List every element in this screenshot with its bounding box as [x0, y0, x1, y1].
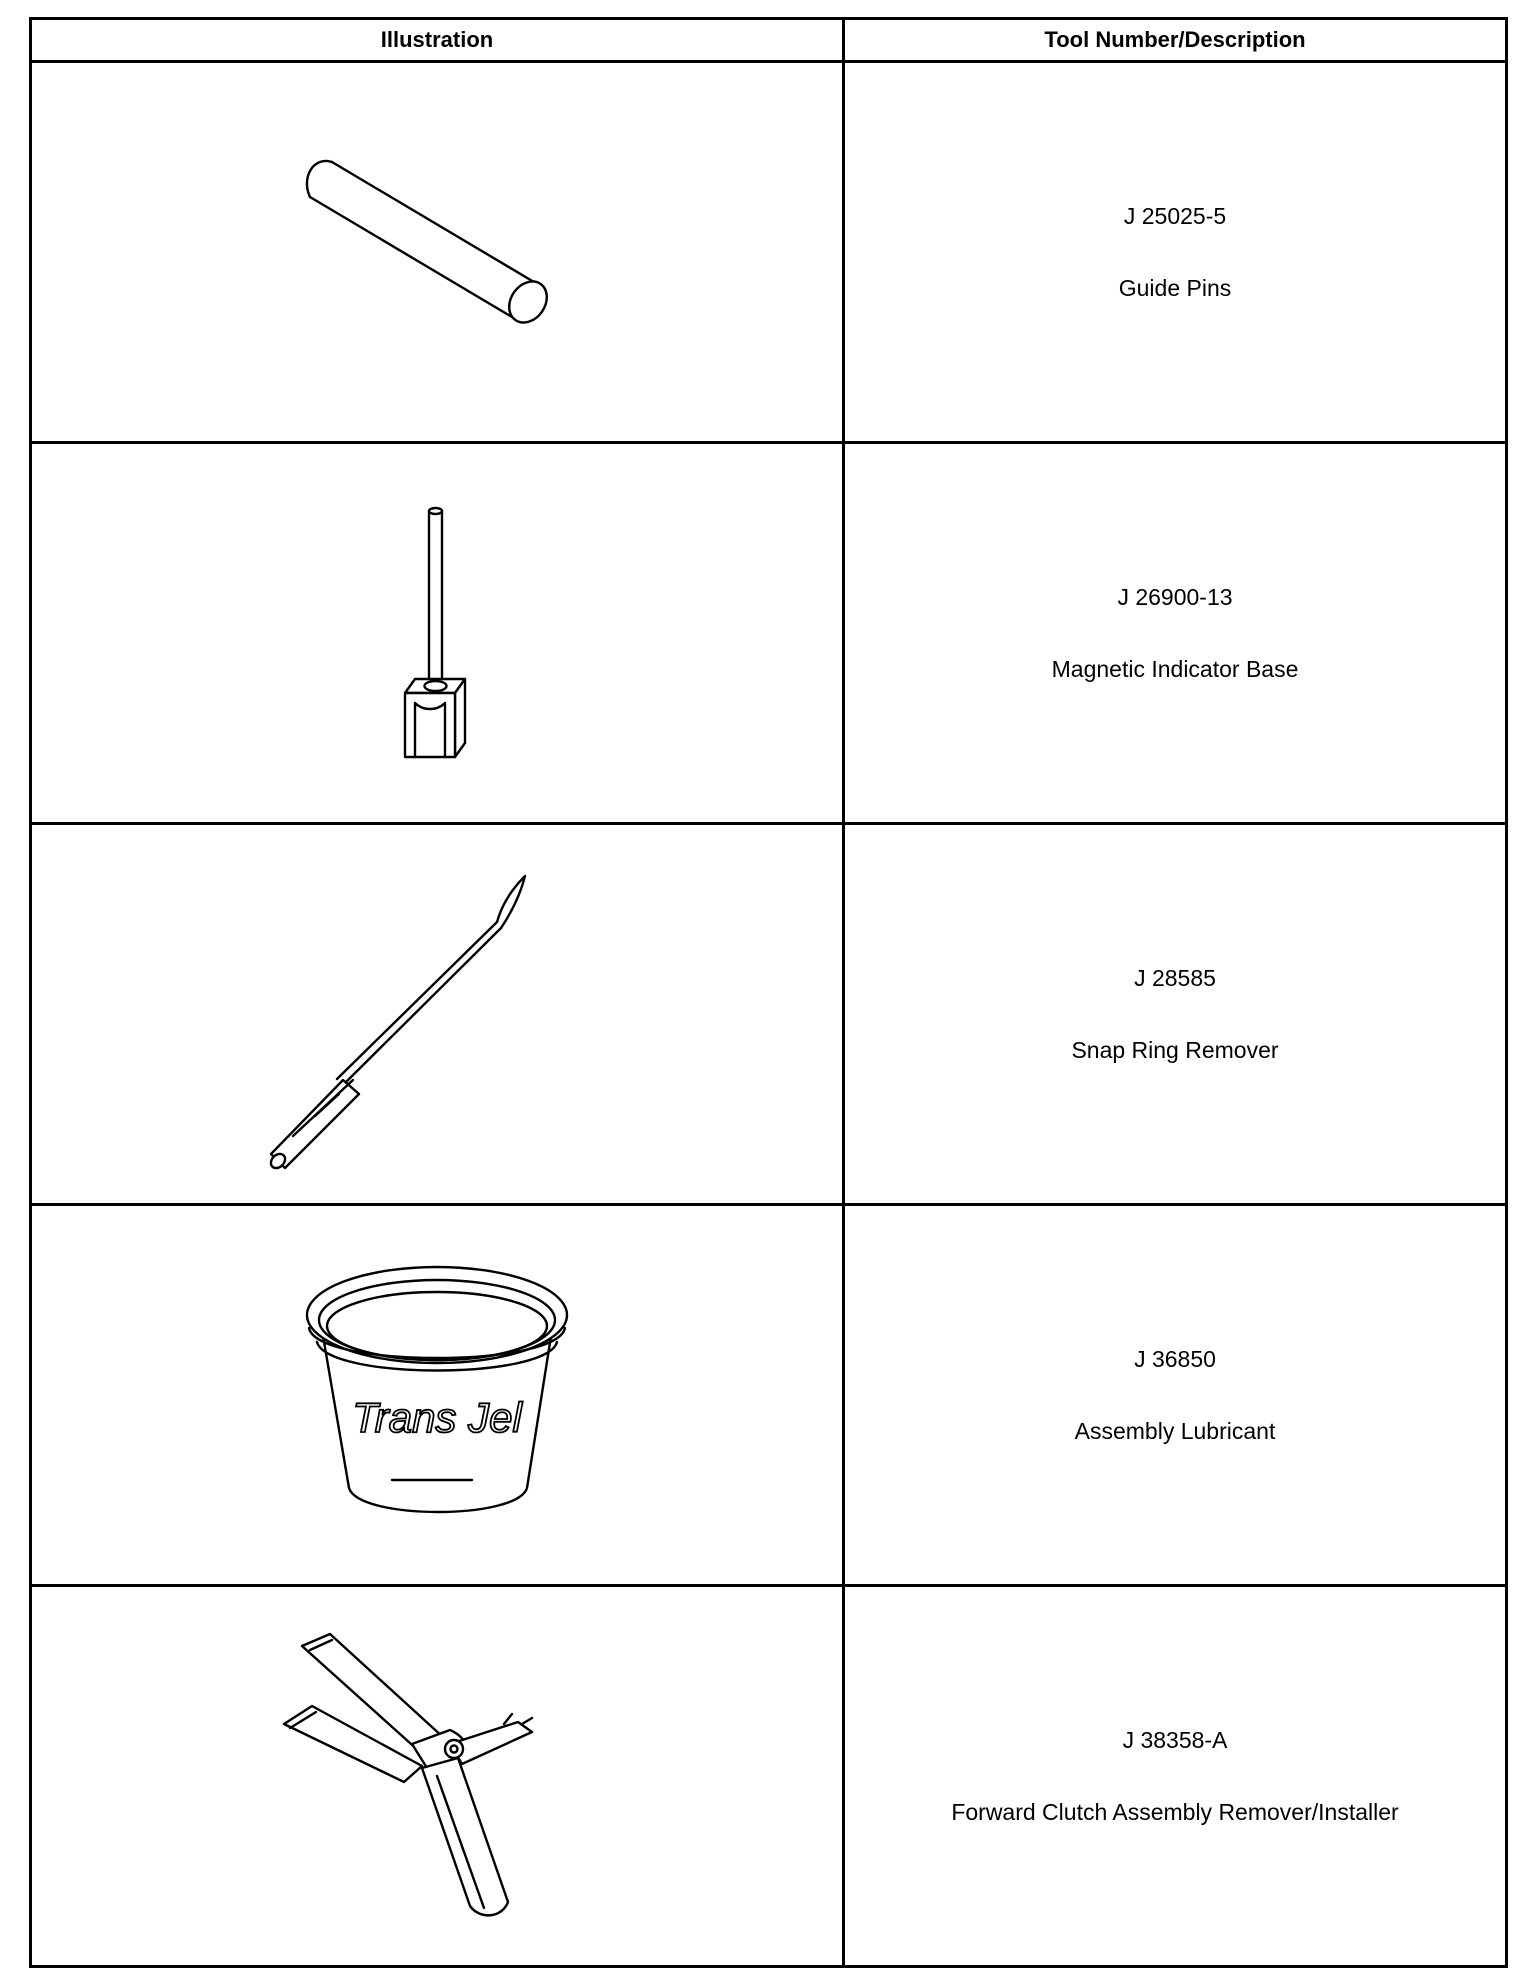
tool-cell [844, 443, 1507, 824]
table-row [31, 443, 1507, 824]
table-row [31, 62, 1507, 443]
tool-number: J 28585 [1134, 964, 1216, 991]
illustration-cell [31, 1586, 844, 1967]
tool-cell [844, 824, 1507, 1205]
tool-description: Snap Ring Remover [1071, 1036, 1279, 1063]
tool-number: J 25025-5 [1123, 202, 1227, 229]
lubricant-tub-icon [297, 1260, 577, 1530]
tub-label-art: Trans Jel [352, 1394, 522, 1441]
guide-pin-icon [277, 142, 597, 362]
tool-description: Forward Clutch Assembly Remover/Installer [951, 1798, 1399, 1825]
special-tools-table [29, 17, 1508, 1968]
tool-number: J 36850 [1134, 1345, 1216, 1372]
tool-cell [844, 1205, 1507, 1586]
snap-ring-remover-icon [257, 854, 617, 1174]
tool-number: J 26900-13 [1117, 583, 1233, 610]
tool-cell [844, 62, 1507, 443]
table-row [31, 824, 1507, 1205]
tool-header: Tool Number/Description [844, 19, 1507, 62]
magnetic-base-icon [377, 503, 497, 763]
table-row [31, 1586, 1507, 1967]
header-row [31, 19, 1507, 62]
illustration-header: Illustration [31, 19, 844, 62]
illustration-cell [31, 1205, 844, 1586]
illustration-cell [31, 62, 844, 443]
clutch-tool-icon [272, 1626, 602, 1926]
tool-description: Guide Pins [1118, 274, 1232, 301]
illustration-cell [31, 443, 844, 824]
illustration-cell [31, 824, 844, 1205]
tool-number: J 38358-A [1122, 1726, 1228, 1753]
tool-description: Magnetic Indicator Base [1051, 655, 1299, 682]
table-row [31, 1205, 1507, 1586]
tool-cell [844, 1586, 1507, 1967]
tool-description: Assembly Lubricant [1074, 1417, 1276, 1444]
